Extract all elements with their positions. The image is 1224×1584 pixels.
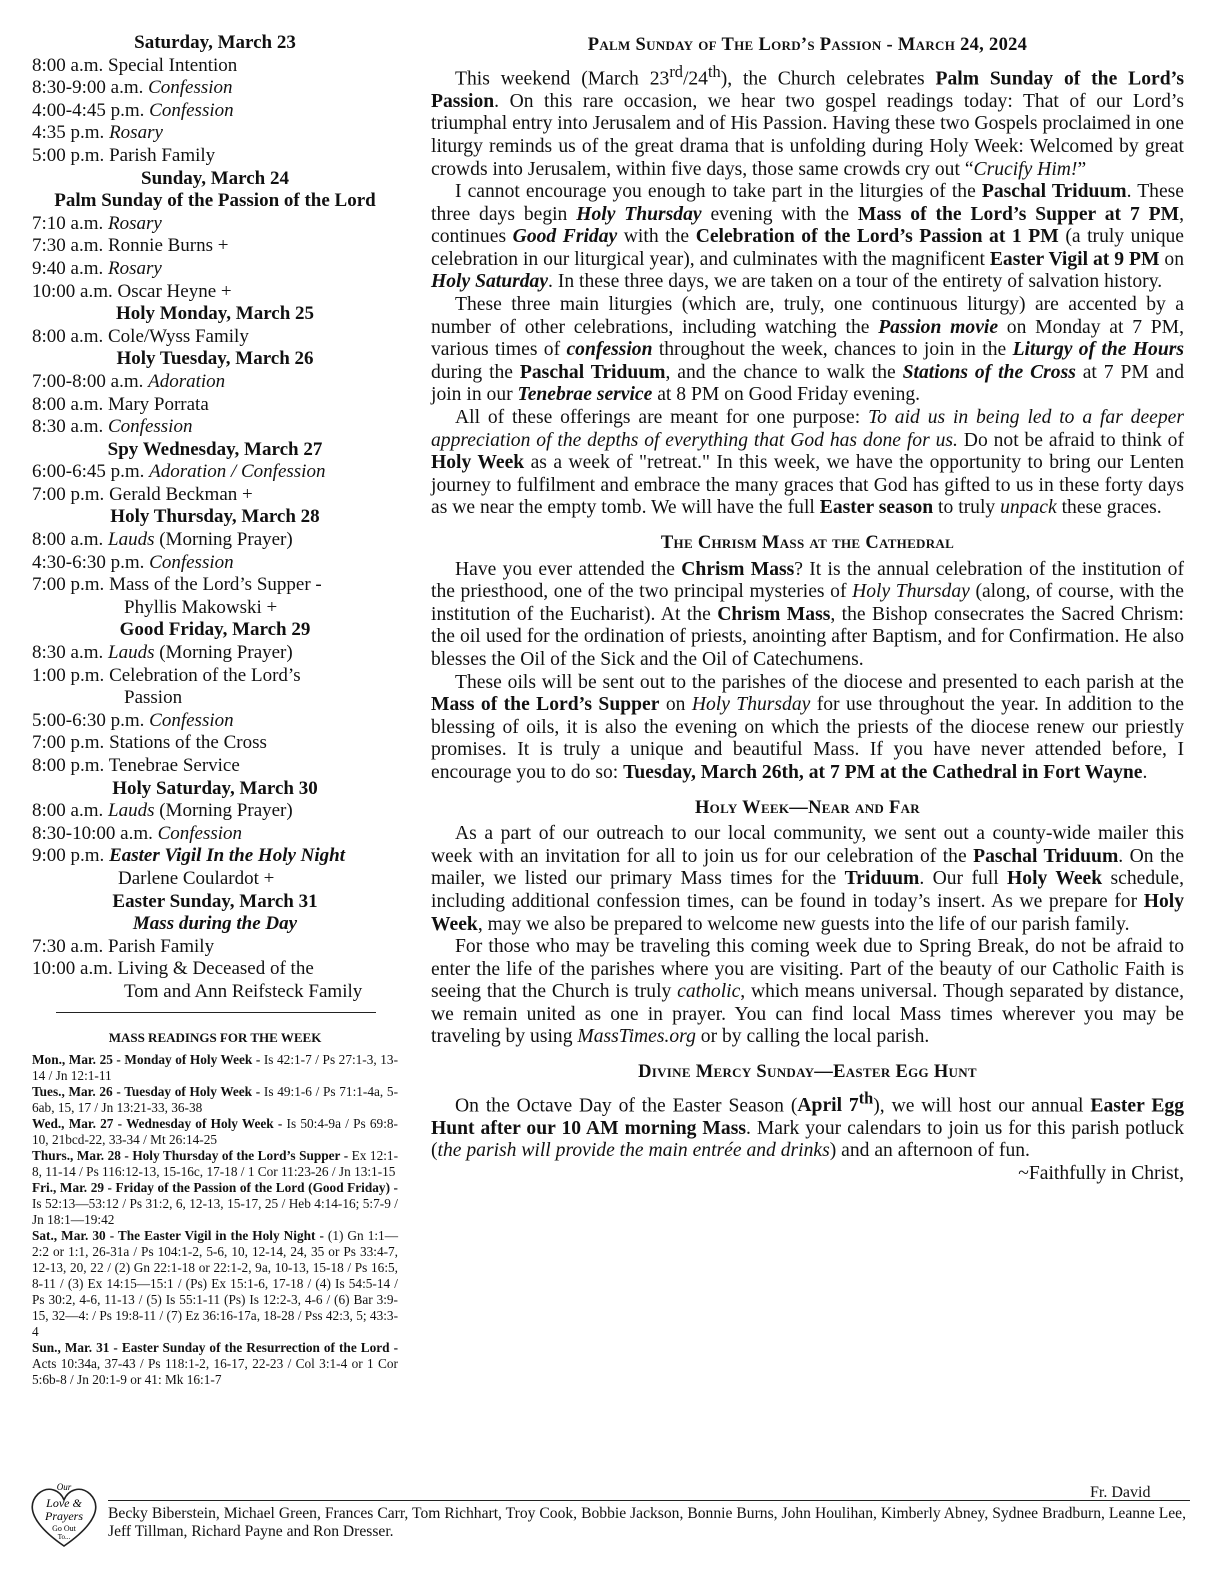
schedule-intention: Parish Family — [108, 935, 215, 957]
reading-entry — [32, 1052, 398, 1084]
readings-list — [32, 1052, 398, 1388]
reading-entry — [32, 1228, 398, 1340]
schedule-intention: Stations of the Cross — [109, 732, 267, 754]
schedule-time: 9:40 a.m. — [32, 257, 104, 279]
paragraph: These oils will be sent out to the parishes of the diocese and presented to each parish at the Mass of the Lord’s Supper on Holy Thursday for use throughout the year. In addition to the blessing of oils, it is also the evening on which the priests of the diocese renew our priestly promises. It is truly a unique and beautiful Mass. If you have never attended before, I encourage you to do so: Tuesday, March 26th, at 7 PM at the Cathedral in Fort Wayne. — [431, 671, 1184, 783]
paragraph: As a part of our outreach to our local community, we sent out a county-wide mailer this week with an invitation for all to join us for our celebration of the Paschal Triduum. On the mailer, we listed our primary Mass times for the Triduum. Our full Holy Week schedule, including additional confession times, can be found in today’s insert. As we prepare for Holy Week, may we also be prepared to welcome new guests into the life of our parish family. — [431, 823, 1184, 935]
schedule-time: 7:30 a.m. — [32, 935, 104, 957]
article-title-palm-sunday: Palm Sunday of The Lord’s Passion - March 24, 2024 — [587, 35, 1028, 55]
schedule-time: 8:30 a.m. — [32, 416, 104, 438]
schedule-intention: Oscar Heyne + — [117, 280, 232, 302]
schedule-entry-continued: Darlene Coulardot + — [118, 867, 275, 889]
schedule-day-subtitle: Mass during the Day — [132, 913, 298, 935]
schedule-entry — [32, 416, 398, 439]
schedule-note: (Morning Prayer) — [159, 800, 293, 822]
schedule-entry — [32, 732, 398, 755]
reading-day-label: Sat., Mar. 30 - The Easter Vigil in the Holy Night - — [32, 1228, 324, 1243]
readings-heading: MASS READINGS FOR THE WEEK — [108, 1030, 322, 1045]
schedule-entry — [32, 755, 398, 778]
schedule-entry — [32, 710, 398, 733]
schedule-entry — [32, 213, 398, 236]
schedule-entry — [32, 100, 398, 123]
schedule-day-heading: Holy Tuesday, March 26 — [116, 348, 314, 370]
svg-text:Our: Our — [56, 1482, 72, 1492]
paragraph: This weekend (March 23rd/24th), the Church celebrates Palm Sunday of the Lord’s Passion. On this rare occasion, we hear two gospel readings today: That of our Lord’s triumphal entry into Jerusalem and of His Passion. Having these two Gospels proclaimed in one liturgy reminds us of the great drama that is unfolding during Holy Week: Welcomed by great crowds into Jerusalem, within five days, those same crowds cry out “Crucify Him!” — [431, 61, 1185, 180]
svg-text:Prayers: Prayers — [45, 1509, 83, 1523]
schedule-time: 10:00 a.m. — [32, 280, 113, 302]
schedule-time: 8:00 a.m. — [32, 800, 104, 822]
schedule-day-heading: Sunday, March 24 — [141, 167, 289, 189]
schedule-time: 7:30 a.m. — [32, 235, 104, 257]
reading-day-label: Fri., Mar. 29 - Friday of the Passion of the Lord (Good Friday) - — [32, 1180, 398, 1195]
schedule-intention: Ronnie Burns + — [108, 235, 229, 257]
schedule-entry — [32, 936, 398, 959]
reading-entry — [32, 1180, 398, 1228]
schedule-day-heading: Easter Sunday, March 31 — [112, 890, 318, 912]
reading-day-label: Sun., Mar. 31 - Easter Sunday of the Resurrection of the Lord - — [32, 1340, 398, 1355]
schedule-entry — [32, 461, 398, 484]
reading-citations: (1) Gn 1:1—2:2 or 1:1, 26-31a / Ps 104:1-2, 5-6, 10, 12-14, 24, 35 or Ps 33:4-7, 12-13, 20, 22 / (2) Gn 22:1-18 or 22:1-2, 9a, 10-13, 15-18 / Ps 16:5, 8-11 / (3) Ex 14:15—15:1 / (Ps) Ex 15:1-6, 17-18 / (4) Is 54:5-14 / Ps 30:2, 4-6, 11-13 / (5) Is 55:1-11 (Ps) Is 12:2-3, 4-6 / (6) Bar 3:9-15, 32—4: / Ps 19:8-11 / (7) Ez 36:16-17a, 18-28 / Pss 42:3, 5; 43:3-4 — [32, 1228, 398, 1339]
mass-schedule — [32, 32, 398, 1004]
schedule-day-heading: Holy Thursday, March 28 — [110, 506, 320, 528]
schedule-day-heading: Spy Wednesday, March 27 — [107, 438, 323, 460]
schedule-time: 4:30-6:30 p.m. — [32, 551, 145, 573]
schedule-time: 4:00-4:45 p.m. — [32, 99, 145, 121]
reading-citations: Acts 10:34a, 37-43 / Ps 118:1-2, 16-17, 22-23 / Col 3:1-4 or 1 Cor 5:6b-8 / Jn 20:1-9 or 41: Mk 16:1-7 — [32, 1356, 398, 1387]
reading-day-label: Thurs., Mar. 28 - Holy Thursday of the Lord’s Supper - — [32, 1148, 349, 1163]
svg-text:Go Out: Go Out — [52, 1524, 76, 1533]
schedule-time: 7:00 p.m. — [32, 483, 105, 505]
prayer-list-names: Becky Biberstein, Michael Green, Frances Carr, Tom Richhart, Troy Cook, Bobbie Jackson, Bonnie Burns, John Houlihan, Kimberly Abney, Sydnee Bradburn, Leanne Lee, Jeff Tillman, Richard Payne and Ron Dresser. — [108, 1505, 1186, 1540]
schedule-entry — [32, 326, 398, 349]
schedule-day-heading: Saturday, March 23 — [134, 32, 296, 53]
schedule-time: 8:00 a.m. — [32, 529, 104, 551]
schedule-intention: Gerald Beckman + — [109, 483, 253, 505]
svg-text:To...: To... — [57, 1533, 71, 1541]
paragraph: These three main liturgies (which are, truly, one continuous liturgy) are accented by a number of other celebrations, including watching the Passion movie on Monday at 7 PM, various times of confession throughout the week, chances to join in the Liturgy of the Hours during the Paschal Triduum, and the chance to walk the Stations of the Cross at 7 PM and join in our Tenebrae service at 8 PM on Good Friday evening. — [431, 294, 1185, 406]
reading-citations: Is 52:13—53:12 / Ps 31:2, 6, 12-13, 15-17, 25 / Heb 4:14-16; 5:7-9 / Jn 18:1—19:42 — [32, 1196, 398, 1227]
schedule-time: 8:30 a.m. — [32, 642, 104, 664]
schedule-time: 8:00 a.m. — [32, 393, 104, 415]
schedule-entry — [32, 145, 398, 168]
schedule-note: (Morning Prayer) — [159, 642, 293, 664]
schedule-time: 1:00 p.m. — [32, 664, 105, 686]
schedule-day-heading: Holy Monday, March 25 — [115, 303, 315, 325]
schedule-day-heading: Good Friday, March 29 — [119, 619, 311, 641]
schedule-time: 8:30-9:00 a.m. — [32, 77, 144, 99]
schedule-time: 7:00 p.m. — [32, 732, 105, 754]
schedule-entry — [32, 642, 398, 665]
schedule-intention: Parish Family — [109, 144, 216, 166]
schedule-intention: Confession — [149, 99, 234, 121]
paragraph: Have you ever attended the Chrism Mass? It is the annual celebration of the institution of the priesthood, one of the two principal mysteries of Holy Thursday (along, of course, with the institution of the Eucharist). At the Chrism Mass, the Bishop consecrates the Sacred Chrism: the oil used for the ordination of priests, anointing after Baptism, and for Confirmation. He also blesses the Oil of the Sick and the Oil of Catechumens. — [431, 558, 1185, 670]
schedule-intention: Easter Vigil In the Holy Night — [109, 845, 346, 867]
svg-text:Love &: Love & — [46, 1496, 82, 1510]
reading-day-label: Wed., Mar. 27 - Wednesday of Holy Week - — [32, 1116, 283, 1131]
reading-entry — [32, 1148, 398, 1180]
schedule-entry — [32, 823, 398, 846]
schedule-entry — [32, 665, 398, 688]
schedule-time: 9:00 p.m. — [32, 845, 105, 867]
schedule-intention: Rosary — [109, 122, 163, 144]
schedule-time: 7:00-8:00 a.m. — [32, 370, 144, 392]
reading-citations: Is 50:4-9a / Ps 69:8-10, 21bcd-22, 33-34 / Mt 26:14-25 — [32, 1116, 398, 1147]
divider — [56, 1012, 376, 1013]
schedule-intention: Adoration — [148, 370, 226, 392]
schedule-time: 8:00 a.m. — [32, 54, 104, 76]
schedule-time: 8:00 p.m. — [32, 755, 105, 776]
schedule-entry-continued: Phyllis Makowski + — [124, 596, 278, 618]
schedule-entry — [32, 958, 398, 981]
reading-citations: Ex 12:1-8, 11-14 / Ps 116:12-13, 15-16c, 17-18 / 1 Cor 11:23-26 / Jn 13:1-15 — [32, 1148, 398, 1179]
schedule-entry — [32, 552, 398, 575]
schedule-intention: Special Intention — [108, 54, 238, 76]
reading-day-label: Mon., Mar. 25 - Monday of Holy Week - — [32, 1052, 261, 1067]
schedule-time: 6:00-6:45 p.m. — [32, 461, 145, 483]
schedule-entry — [32, 800, 398, 823]
schedule-intention: Confession — [157, 822, 243, 844]
schedule-entry-continued: Passion — [124, 687, 183, 709]
schedule-intention: Confession — [149, 551, 234, 573]
schedule-entry — [32, 235, 398, 258]
schedule-intention: Lauds — [108, 800, 155, 822]
schedule-day-heading: Holy Saturday, March 30 — [112, 777, 318, 799]
paragraph: On the Octave Day of the Easter Season (April 7th), we will host our annual Easter Egg Hunt after our 10 AM morning Mass. Mark your calendars to join us for this parish potluck (the parish will provide the main entrée and drinks) and an afternoon of fun. ~Faithfully in Christ, — [431, 1088, 1185, 1184]
schedule-entry — [32, 371, 398, 394]
schedule-intention: Mass of the Lord’s Supper - — [109, 574, 322, 596]
schedule-entry — [32, 122, 398, 145]
schedule-time: 5:00-6:30 p.m. — [32, 709, 145, 731]
schedule-time: 7:10 a.m. — [32, 212, 104, 234]
schedule-time: 5:00 p.m. — [32, 144, 105, 166]
schedule-intention: Adoration / Confession — [149, 461, 326, 483]
schedule-intention: Confession — [148, 77, 233, 99]
schedule-entry-continued: Tom and Ann Reifsteck Family — [124, 980, 363, 1002]
schedule-intention: Mary Porrata — [108, 393, 209, 415]
article-title-holy-week: Holy Week—Near and Far — [694, 797, 920, 818]
reading-entry — [32, 1340, 398, 1388]
schedule-intention: Cole/Wyss Family — [108, 325, 249, 347]
schedule-intention: Lauds — [108, 529, 155, 551]
schedule-intention: Tenebrae Service — [108, 755, 240, 776]
love-and-prayers-logo — [24, 1480, 104, 1552]
paragraph: I cannot encourage you enough to take part in the liturgies of the Paschal Triduum. These three days begin Holy Thursday evening with the Mass of the Lord’s Supper at 7 PM, continues Good Friday with the Celebration of the Lord’s Passion at 1 PM (a truly unique celebration in our liturgical year), and culminates with the magnificent Easter Vigil at 9 PM on Holy Saturday. In these three days, we are taken on a tour of the entirety of salvation history. — [431, 181, 1185, 293]
schedule-time: 8:00 a.m. — [32, 325, 104, 347]
article-title-divine-mercy: Divine Mercy Sunday—Easter Egg Hunt — [638, 1062, 977, 1083]
article-title-chrism-mass: The Chrism Mass at the Cathedral — [660, 533, 955, 553]
schedule-entry — [32, 55, 398, 78]
schedule-entry — [32, 484, 398, 507]
schedule-time: 4:35 p.m. — [32, 122, 105, 144]
schedule-entry — [32, 394, 398, 417]
mass-readings — [32, 1030, 398, 1388]
schedule-intention: Rosary — [108, 212, 162, 234]
reading-day-label: Tues., Mar. 26 - Tuesday of Holy Week - — [32, 1084, 261, 1099]
schedule-entry — [32, 281, 398, 304]
schedule-intention: Celebration of the Lord’s — [109, 664, 301, 686]
schedule-entry — [32, 529, 398, 552]
paragraph: All of these offerings are meant for one purpose: To aid us in being led to a far deeper appreciation of the depths of everything that God has done for us. Do not be afraid to think of Holy Week as a week of "retreat." In this week, we have the opportunity to bring our Lenten journey to fulfilment and embrace the many graces that God has gifted to us in these forty days as we near the empty tomb. We will have the full Easter season to truly unpack these graces. — [431, 407, 1184, 519]
schedule-entry — [32, 845, 398, 868]
schedule-entry — [32, 77, 398, 100]
schedule-intention: Confession — [108, 416, 193, 438]
pastor-article — [431, 34, 1184, 1186]
schedule-day-subtitle: Palm Sunday of the Passion of the Lord — [54, 190, 376, 212]
reading-citations: Is 42:1-7 / Ps 27:1-3, 13-14 / Jn 12:1-11 — [32, 1052, 398, 1083]
reading-entry — [32, 1084, 398, 1116]
footer-divider — [108, 1500, 1190, 1501]
schedule-entry — [32, 574, 398, 597]
paragraph: For those who may be traveling this coming week due to Spring Break, do not be afraid to enter the life of the parishes where you are visiting. Part of the beauty of our Catholic Faith is seeing that the Church is truly catholic, which means universal. Though separated by distance, we remain united as one in prayer. You can find local Mass times wherever you may be traveling by using MassTimes.org or by calling the local parish. — [431, 936, 1184, 1048]
schedule-entry — [32, 258, 398, 281]
schedule-intention: Rosary — [108, 257, 162, 279]
signoff: ~Faithfully in Christ, — [1018, 1162, 1184, 1184]
schedule-time: 10:00 a.m. — [32, 958, 113, 980]
schedule-time: 7:00 p.m. — [32, 574, 105, 596]
signoff-name: Fr. David — [1090, 1484, 1151, 1501]
schedule-intention: Confession — [149, 709, 234, 731]
schedule-time: 8:30-10:00 a.m. — [32, 822, 153, 844]
reading-citations: Is 49:1-6 / Ps 71:1-4a, 5-6ab, 15, 17 / Jn 13:21-33, 36-38 — [32, 1084, 399, 1115]
reading-entry — [32, 1116, 398, 1148]
schedule-intention: Lauds — [108, 642, 155, 664]
schedule-intention: Living & Deceased of the — [117, 958, 314, 980]
schedule-note: (Morning Prayer) — [159, 529, 293, 551]
